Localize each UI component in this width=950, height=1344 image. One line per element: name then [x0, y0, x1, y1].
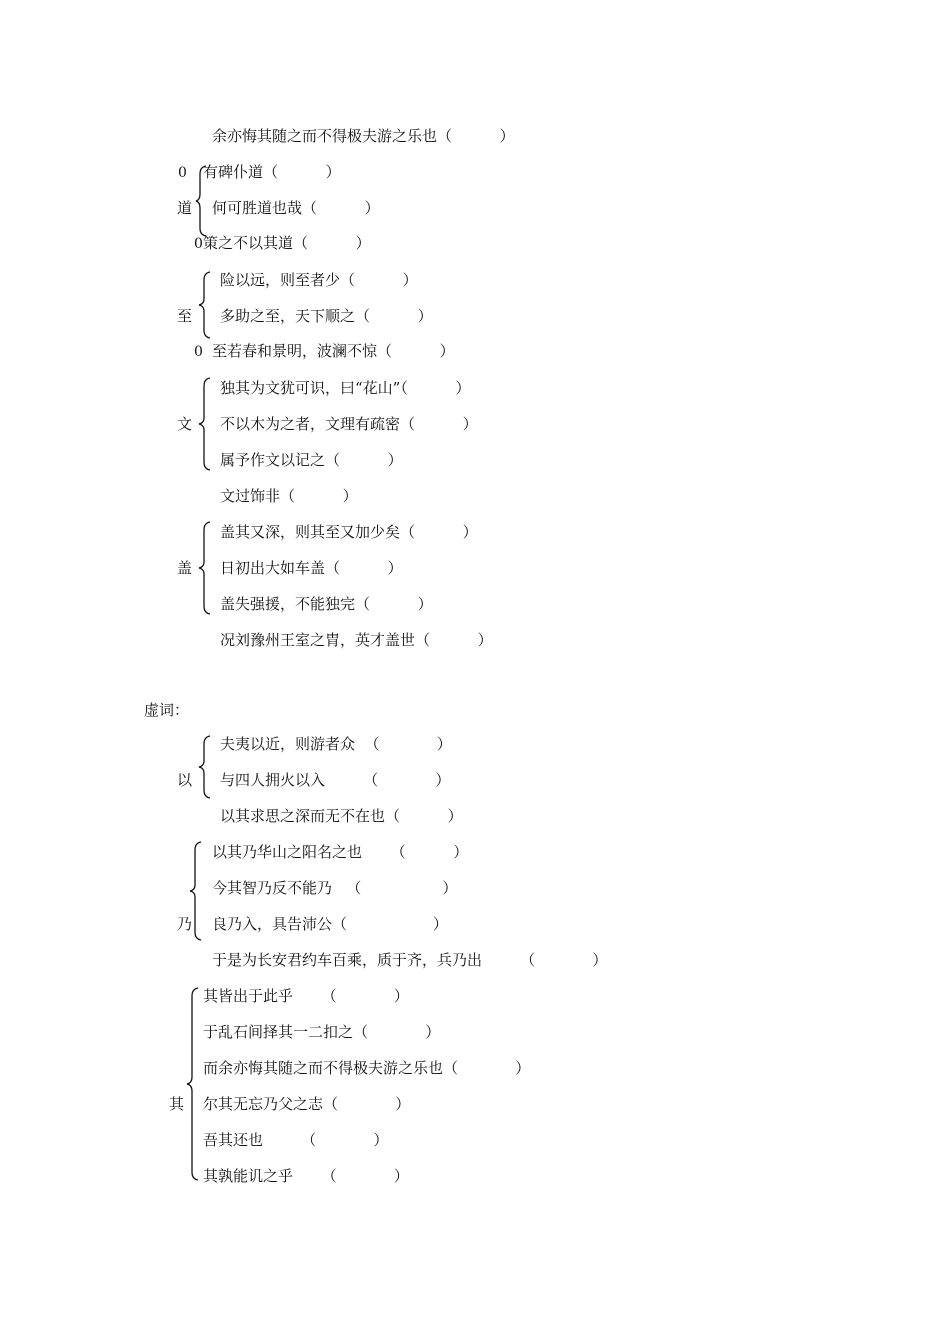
head-char-dao: 道 — [177, 199, 193, 217]
sentence-line: 尔其无忘乃父之志（ ） — [203, 1095, 411, 1113]
sentence-line: 夫夷以近，则游者众 （ ） — [220, 735, 452, 753]
marker-zero: 0 — [194, 344, 203, 360]
sentence-line: 多助之至，天下顺之（ ） — [220, 307, 433, 325]
brace-yi — [199, 736, 213, 798]
brace-qi — [187, 988, 201, 1180]
section-label-xuci: 虚词： — [144, 701, 190, 719]
head-char-yi: 以 — [177, 771, 193, 789]
brace-nai — [190, 842, 204, 940]
sentence-line: 至若春和景明，波澜不惊（ ） — [212, 342, 455, 360]
sentence-line: 策之不以其道（ ） — [203, 234, 371, 252]
sentence-line: 有碑仆道（ ） — [203, 163, 341, 181]
sentence-line: 险以远，则至者少（ ） — [220, 271, 418, 289]
sentence-line: 况刘豫州王室之胄，英才盖世（ ） — [220, 631, 493, 649]
head-char-zhi: 至 — [177, 307, 193, 325]
brace-wen — [199, 378, 213, 470]
head-char-qi: 其 — [169, 1095, 185, 1113]
sentence-line: 属予作文以记之（ ） — [220, 451, 403, 469]
sentence-line: 今其智乃反不能乃 （ ） — [212, 879, 458, 897]
sentence-line: 良乃入，具告沛公（ ） — [212, 915, 448, 933]
sentence-line: 于乱石间择其一二扣之（ ） — [203, 1023, 441, 1041]
sentence-line: 于是为长安君约车百乘，质于齐，兵乃出 （ ） — [212, 951, 608, 969]
brace-zhi — [199, 272, 213, 338]
sentence-line: 其皆出于此乎 （ ） — [203, 987, 409, 1005]
head-char-wen: 文 — [177, 415, 193, 433]
brace-gai — [199, 522, 213, 614]
sentence-line: 以其求思之深而无不在也（ ） — [220, 807, 463, 825]
head-char-nai: 乃 — [177, 915, 193, 933]
head-char-gai: 盖 — [177, 559, 193, 577]
sentence-line: 以其乃华山之阳名之也 （ ） — [212, 843, 469, 861]
marker-zero: 0 — [178, 165, 187, 181]
sentence-line: 盖失强援，不能独完（ ） — [220, 595, 433, 613]
marker-zero: 0 — [194, 236, 203, 252]
sentence-line: 而余亦悔其随之而不得极夫游之乐也（ ） — [203, 1059, 531, 1077]
sentence-line: 余亦悔其随之而不得极夫游之乐也（ ） — [212, 127, 515, 145]
sentence-line: 与四人拥火以入 （ ） — [220, 771, 451, 789]
sentence-line: 何可胜道也哉（ ） — [212, 199, 380, 217]
sentence-line: 文过饰非（ ） — [220, 487, 358, 505]
sentence-line: 吾其还也 （ ） — [203, 1131, 389, 1149]
sentence-line: 盖其又深，则其至又加少矣（ ） — [220, 523, 478, 541]
sentence-line: 其孰能讥之乎 （ ） — [203, 1167, 409, 1185]
sentence-line: 不以木为之者，文理有疏密（ ） — [220, 415, 478, 433]
sentence-line: 独其为文犹可识，曰“花山”（ ） — [220, 379, 471, 397]
sentence-line: 日初出大如车盖（ ） — [220, 559, 403, 577]
